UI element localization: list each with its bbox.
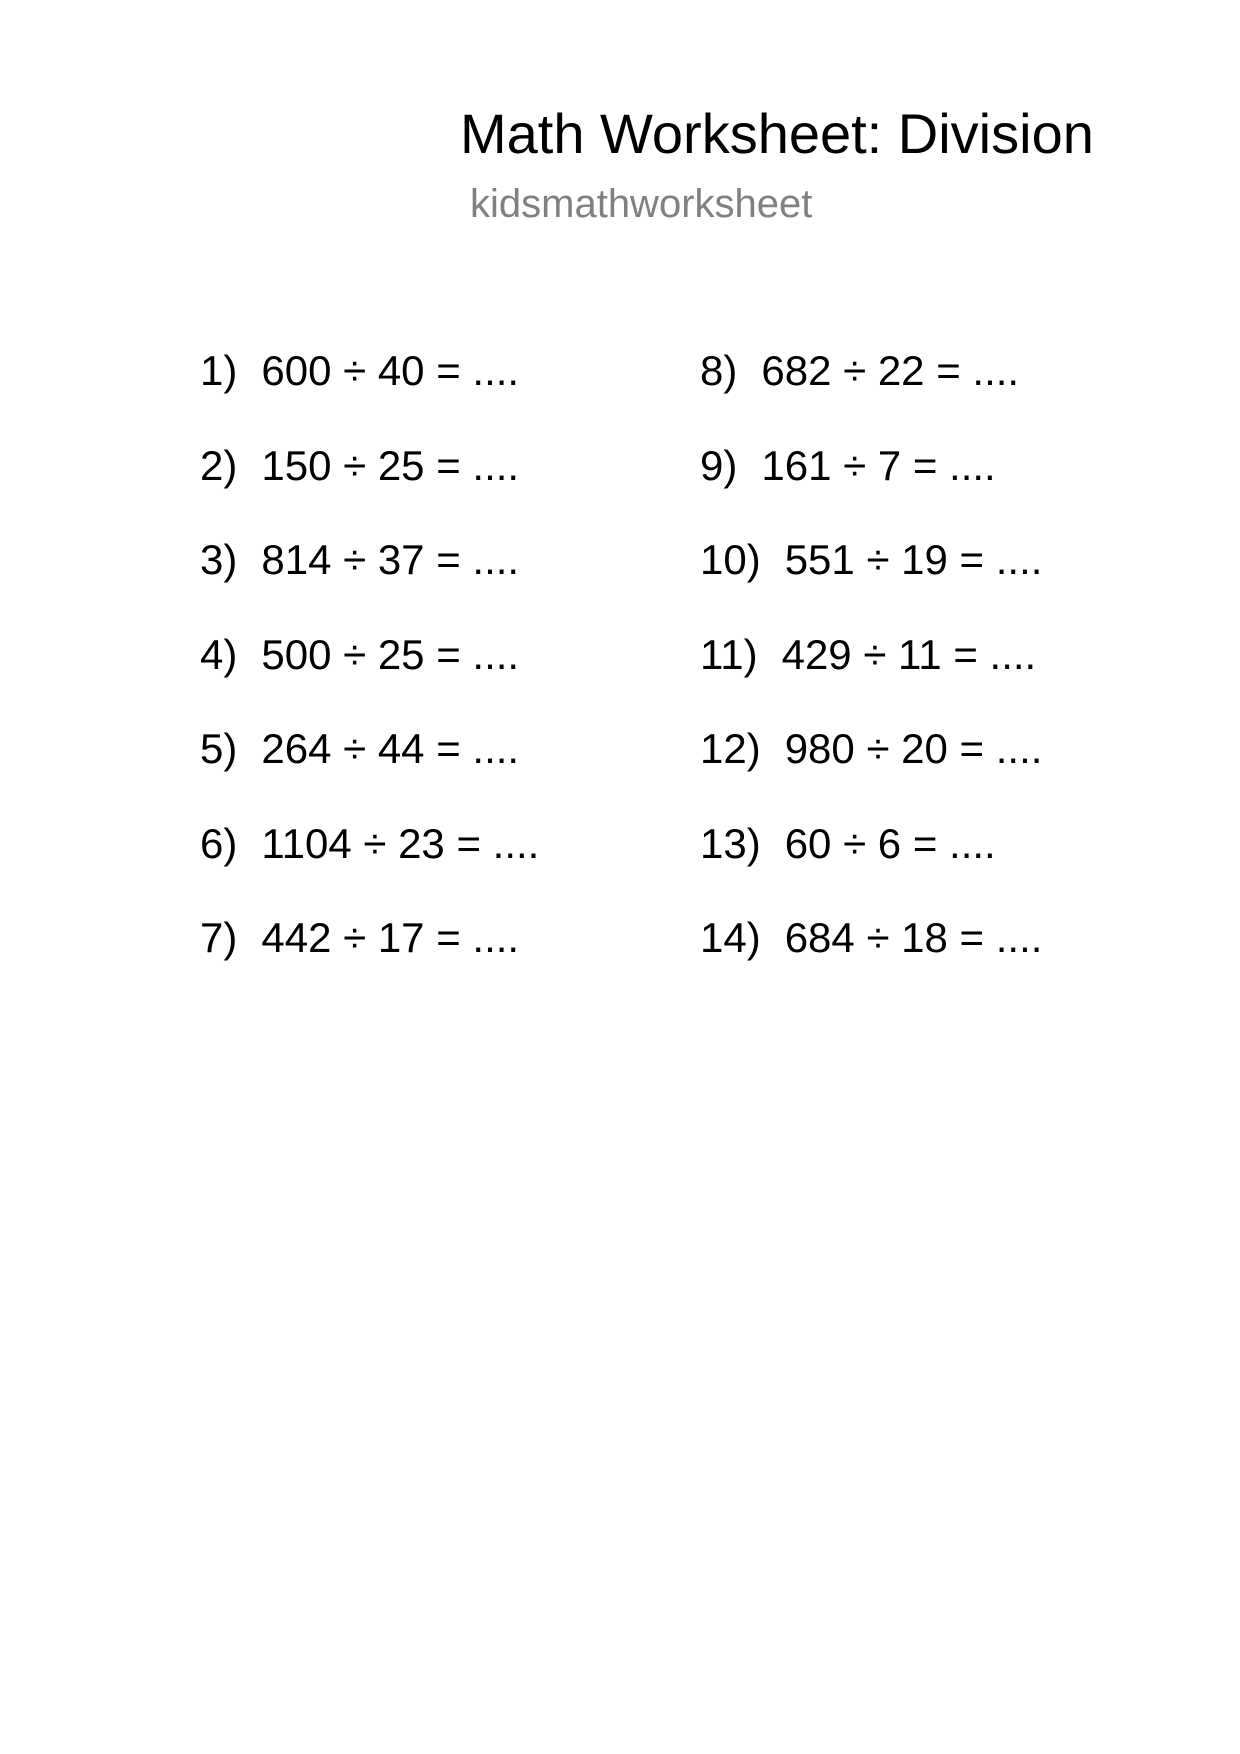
problem-number: 8) xyxy=(700,347,738,394)
problem-number: 11) xyxy=(700,630,758,678)
problem-item xyxy=(700,723,1200,818)
problem-item xyxy=(200,912,700,1007)
page-subtitle: kidsmathworksheet xyxy=(470,182,813,226)
problem-expression: 814 ÷ 37 = .... xyxy=(261,536,520,583)
problem-item xyxy=(700,345,1200,440)
problem-number: 12) xyxy=(700,725,761,772)
problem-expression: 682 ÷ 22 = .... xyxy=(761,347,1020,394)
problem-item xyxy=(700,440,1200,535)
problem-item xyxy=(200,534,700,629)
problem-number: 9) xyxy=(700,441,738,489)
problems-column-left xyxy=(200,345,700,1007)
problem-number: 1) xyxy=(200,347,238,394)
problem-number: 5) xyxy=(200,725,238,772)
problem-item xyxy=(200,440,700,535)
problem-expression: 684 ÷ 18 = .... xyxy=(784,914,1043,961)
problem-item xyxy=(200,345,700,440)
problem-expression: 264 ÷ 44 = .... xyxy=(261,725,520,772)
problem-item xyxy=(700,818,1200,913)
problem-expression: 442 ÷ 17 = .... xyxy=(261,914,520,961)
problem-item xyxy=(700,912,1200,1007)
problem-item xyxy=(200,818,700,913)
problem-expression: 600 ÷ 40 = .... xyxy=(261,347,520,394)
problem-item xyxy=(700,534,1200,629)
problems-column-right xyxy=(700,345,1200,1007)
problem-number: 10) xyxy=(700,536,761,583)
problem-expression: 500 ÷ 25 = .... xyxy=(261,630,520,678)
problem-expression: 429 ÷ 11 = .... xyxy=(781,630,1037,678)
problem-number: 4) xyxy=(200,630,238,678)
problem-item xyxy=(200,629,700,724)
problem-number: 6) xyxy=(200,819,238,867)
problem-number: 3) xyxy=(200,536,238,583)
page-title: Math Worksheet: Division xyxy=(460,102,1094,165)
problem-expression: 1104 ÷ 23 = .... xyxy=(261,819,540,867)
problem-item xyxy=(700,629,1200,724)
problem-expression: 161 ÷ 7 = .... xyxy=(761,441,996,489)
problem-expression: 150 ÷ 25 = .... xyxy=(261,441,520,489)
problem-number: 7) xyxy=(200,914,238,961)
problem-expression: 551 ÷ 19 = .... xyxy=(784,536,1043,583)
problem-number: 14) xyxy=(700,914,761,961)
problem-expression: 60 ÷ 6 = .... xyxy=(784,819,996,867)
problem-expression: 980 ÷ 20 = .... xyxy=(784,725,1043,772)
problem-item xyxy=(200,723,700,818)
problem-number: 13) xyxy=(700,819,761,867)
problem-number: 2) xyxy=(200,441,238,489)
